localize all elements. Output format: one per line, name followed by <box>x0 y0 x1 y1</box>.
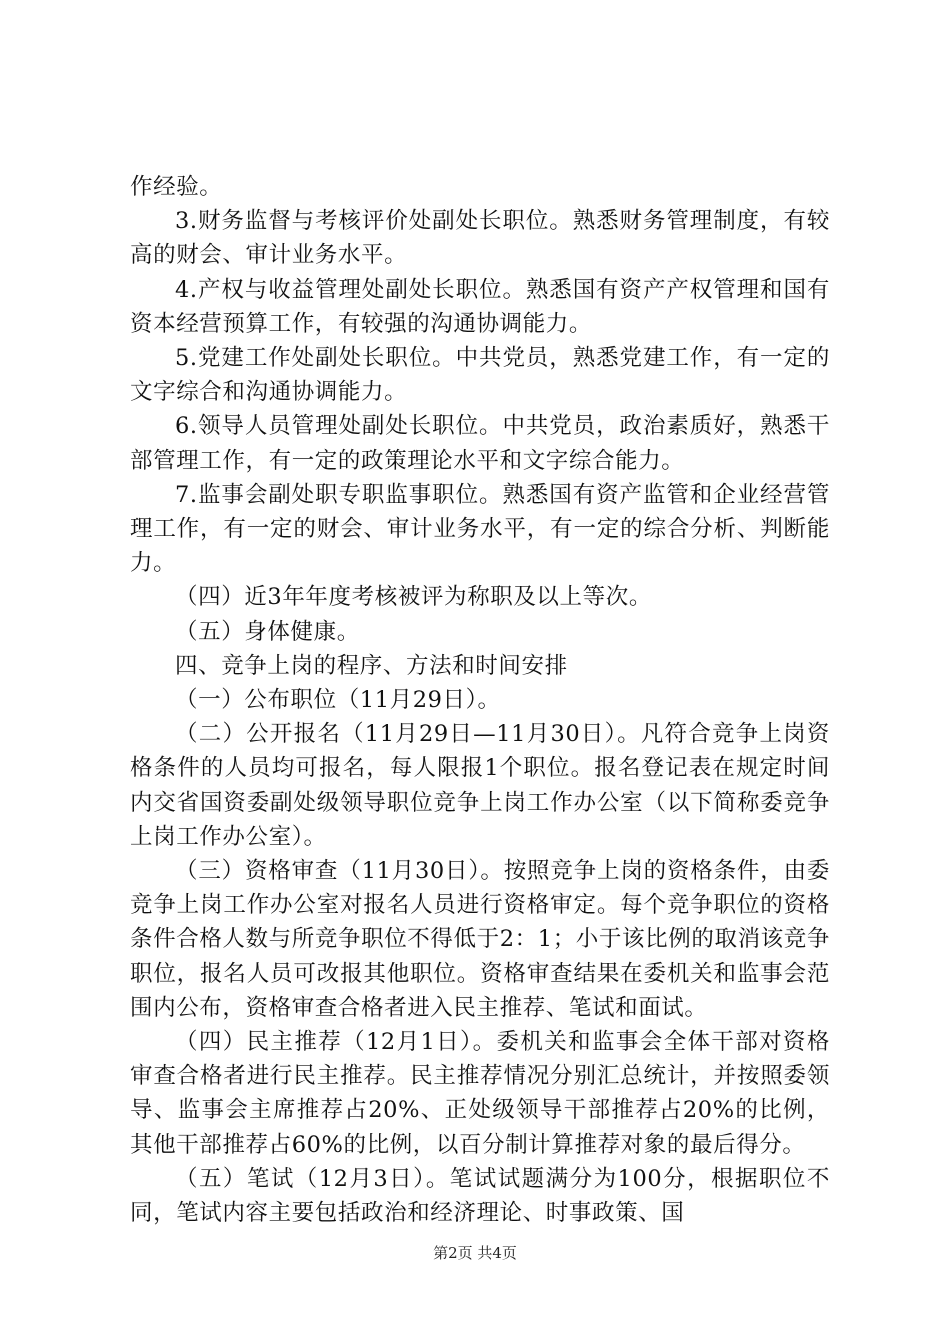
paragraph: 3.财务监督与考核评价处副处长职位。熟悉财务管理制度，有较高的财会、审计业务水平。 <box>130 208 830 269</box>
paragraph: （二）公开报名（11月29日—11月30日）。凡符合竞争上岗资格条件的人员均可报名，每人限报1个职位。报名登记表在规定时间内交省国资委副处级领导职位竞争上岗工作办公室（以下简称委竞争上岗工作办公室）。 <box>130 721 830 850</box>
paragraph: （五）身体健康。 <box>175 618 360 645</box>
paragraph: 作经验。 <box>130 174 223 200</box>
paragraph: 7.监事会副处职专职监事职位。熟悉国有资产监管和企业经营管理工作，有一定的财会、审计业务水平，有一定的综合分析、判断能力。 <box>130 481 830 577</box>
paragraph: 5.党建工作处副处长职位。中共党员，熟悉党建工作，有一定的文字综合和沟通协调能力。 <box>130 345 830 406</box>
paragraph: 6.领导人员管理处副处长职位。中共党员，政治素质好，熟悉干部管理工作，有一定的政策理论水平和文字综合能力。 <box>130 413 830 474</box>
paragraph: （四）民主推荐（12月1日）。委机关和监事会全体干部对资格审查合格者进行民主推荐。民主推荐情况分别汇总统计，并按照委领导、监事会主席推荐占20%、正处级领导干部推荐占20%的比例，其他干部推荐占60%的比例，以百分制计算推荐对象的最后得分。 <box>130 1029 830 1158</box>
paragraph: （三）资格审查（11月30日）。按照竞争上岗的资格条件，由委竞争上岗工作办公室对报名人员进行资格审定。每个竞争职位的资格条件合格人数与所竞争职位不得低于2：1；小于该比例的取消该竞争职位，报名人员可改报其他职位。资格审查结果在委机关和监事会范围内公布，资格审查合格者进入民主推荐、笔试和面试。 <box>130 858 830 1021</box>
page-number-label: 第2页 共4页 <box>433 1244 517 1262</box>
paragraph: （五）笔试（12月3日）。笔试试题满分为100分，根据职位不同，笔试内容主要包括政治和经济理论、时事政策、国 <box>130 1165 830 1227</box>
paragraph: （一）公布职位（11月29日）。 <box>175 687 501 714</box>
section-heading: 四、竞争上岗的程序、方法和时间安排 <box>175 652 568 679</box>
paragraph: （四）近3年年度考核被评为称职及以上等次。 <box>175 584 652 611</box>
page-footer <box>0 1243 950 1263</box>
paragraph: 4.产权与收益管理处副处长职位。熟悉国有资产产权管理和国有资本经营预算工作，有较强的沟通协调能力。 <box>130 276 830 337</box>
document-body <box>130 170 830 1230</box>
